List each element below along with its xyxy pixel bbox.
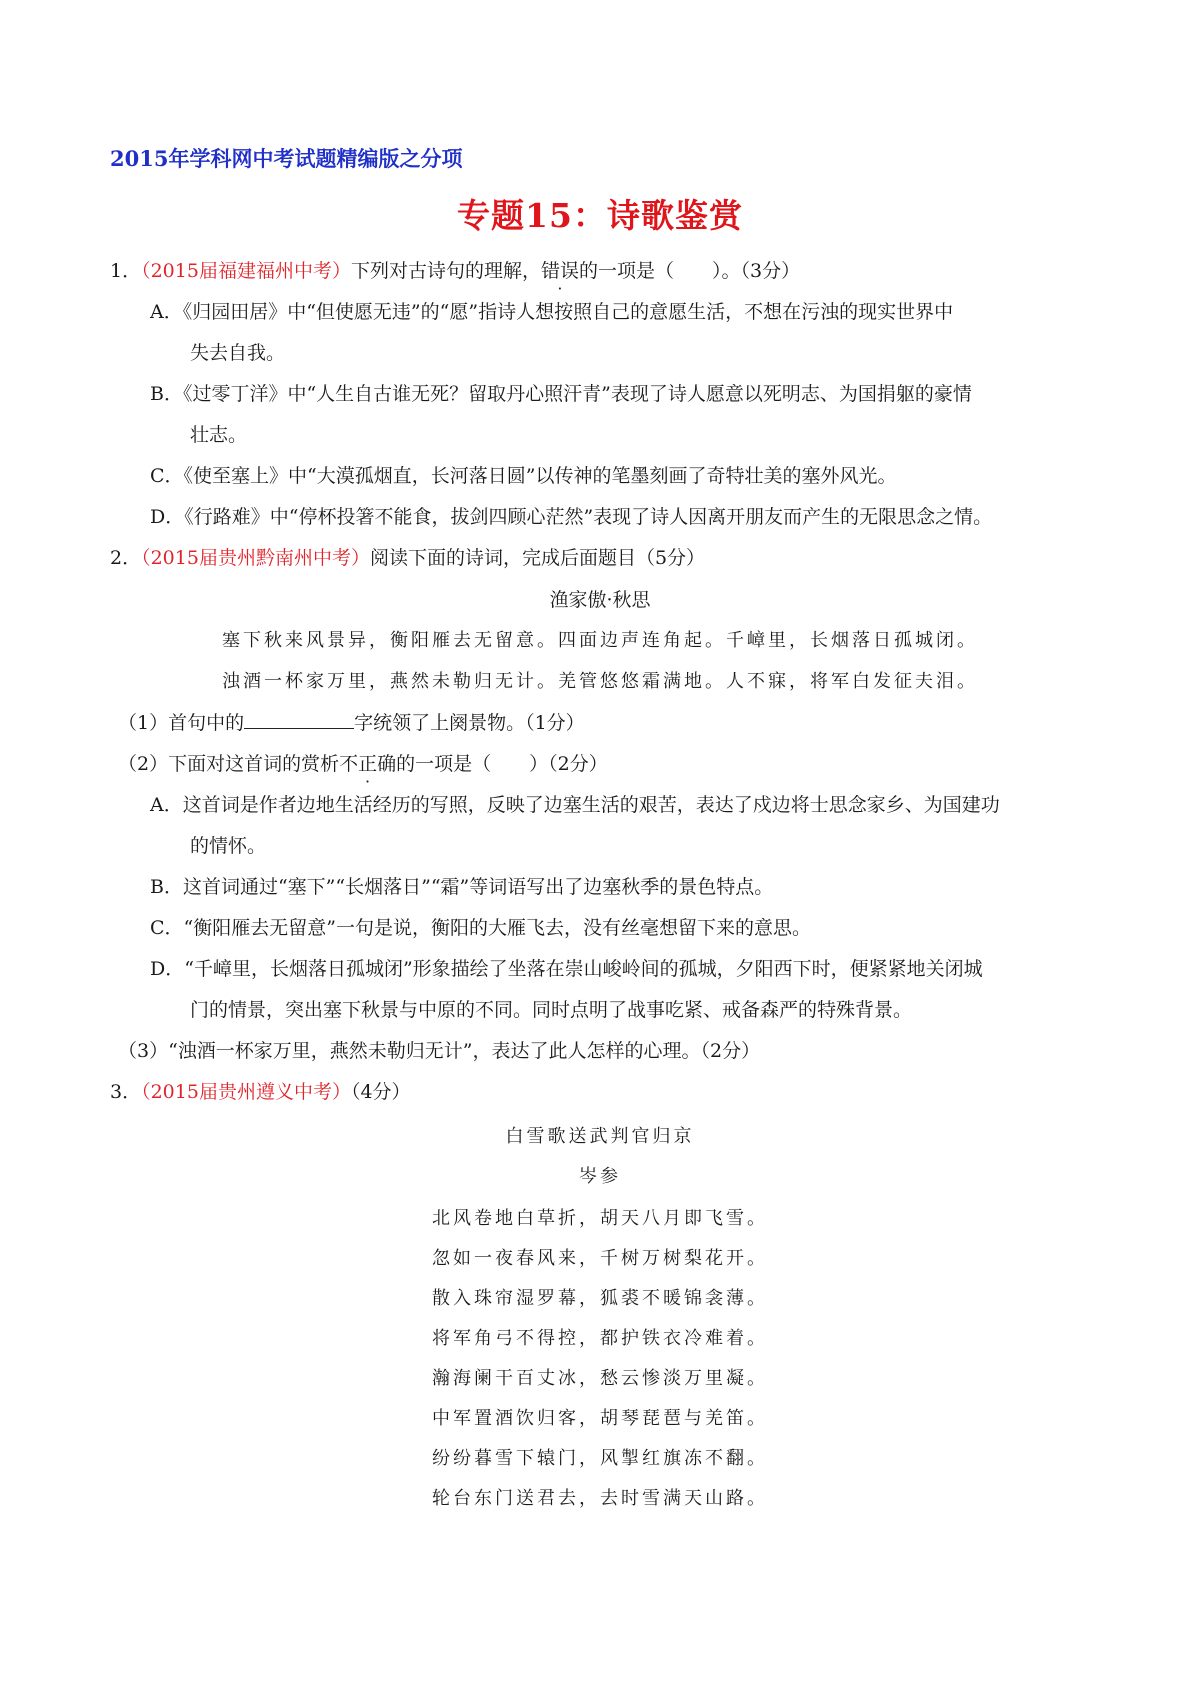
answer-blank[interactable] (244, 710, 354, 729)
q1-option-d: D．《行路难》中“停杯投箸不能食，拔剑四顾心茫然”表现了诗人因离开朋友而产生的无限思念之情。 (150, 506, 993, 528)
poem-line: 纷纷暮雪下辕门，风掣红旗冻不翻。 (432, 1448, 768, 1469)
q3-stem (110, 1079, 411, 1105)
q2-option-d-line1: D．“千嶂里，长烟落日孤城闭”形象描绘了坐落在崇山峻岭间的孤城，夕阳西下时，便紧紧地关闭城 (150, 958, 983, 980)
poem-line: 北风卷地白草折，胡天八月即飞雪。 (432, 1208, 768, 1229)
q1-option-c: C．《使至塞上》中“大漠孤烟直，长河落日圆”以传神的笔墨刻画了奇特壮美的塞外风光。 (150, 465, 897, 487)
q2-poem-title: 渔家傲·秋思 (549, 589, 651, 611)
q2-stem (110, 545, 705, 571)
q2-sub2-text-a: （2）下面对这首词的赏析 (118, 753, 340, 775)
q1-option-b-line2: 壮志。 (190, 424, 248, 446)
q1-stem-text-b: 的一项是（ ）。（3分） (578, 260, 801, 282)
q3-poem-author: 岑参 (579, 1166, 621, 1187)
q2-sub1-text-b: 字统领了上阕景物。（1分） (354, 712, 585, 734)
page-title: 专题15：诗歌鉴赏 (457, 196, 743, 235)
q2-sub2-text-b: 的一项是（ ）（2分） (396, 753, 608, 775)
q2-source: （2015届贵州黔南州中考） (141, 547, 370, 569)
q2-option-a-line2: 的情怀。 (190, 835, 267, 857)
q2-sub2 (118, 751, 608, 777)
q2-option-a-line1: A．这首词是作者边地生活经历的写照，反映了边塞生活的艰苦，表达了戍边将士思念家乡、为国建功 (150, 794, 1000, 816)
q2-option-d-line2: 门的情景，突出塞下秋景与中原的不同。同时点明了战事吃紧、戒备森严的特殊背景。 (190, 999, 913, 1021)
q2-option-b: B．这首词通过“塞下”“长烟落日”“霜”等词语写出了边塞秋季的景色特点。 (150, 876, 774, 898)
q2-poem-line2: 浊酒一杯家万里，燕然未勒归无计。羌管悠悠霜满地。人不寐，将军白发征夫泪。 (222, 671, 978, 692)
q1-number: 1． (110, 260, 142, 282)
q1-option-a-line2: 失去自我。 (190, 342, 286, 364)
poem-line: 忽如一夜春风来，千树万树梨花开。 (432, 1248, 768, 1269)
q3-number: 3． (110, 1081, 142, 1103)
q1-stem-text-a: 下列对古诗句的理解， (350, 260, 541, 282)
q2-sub1 (118, 710, 585, 736)
q1-dotted-word: 错误 (540, 260, 579, 282)
q3-poem-title: 白雪歌送武判官归京 (505, 1126, 695, 1147)
q1-option-a-line1: A．《归园田居》中“但使愿无违”的“愿”指诗人想按照自己的意愿生活，不想在污浊的现实世界中 (150, 301, 954, 323)
q3-score: （4分） (350, 1081, 411, 1103)
q2-dotted-word: 不正确 (339, 753, 397, 775)
series-header: 2015年学科网中考试题精编版之分项 (110, 146, 463, 171)
q1-source: （2015届福建福州中考） (141, 260, 351, 282)
poem-line: 轮台东门送君去，去时雪满天山路。 (432, 1488, 768, 1509)
poem-line: 将军角弓不得控，都护铁衣冷难着。 (432, 1328, 768, 1349)
poem-line: 散入珠帘湿罗幕，狐裘不暖锦衾薄。 (432, 1288, 768, 1309)
poem-line: 瀚海阑干百丈冰，愁云惨淡万里凝。 (432, 1368, 768, 1389)
q2-option-c: C．“衡阳雁去无留意”一句是说，衡阳的大雁飞去，没有丝毫想留下来的意思。 (150, 917, 811, 939)
poem-line: 中军置酒饮归客，胡琴琵琶与羌笛。 (432, 1408, 768, 1429)
q2-poem-line1: 塞下秋来风景异，衡阳雁去无留意。四面边声连角起。千嶂里，长烟落日孤城闭。 (222, 630, 978, 651)
q2-sub1-text-a: （1）首句中的 (118, 712, 245, 734)
q3-source: （2015届贵州遵义中考） (141, 1081, 351, 1103)
q2-number: 2． (110, 547, 142, 569)
q2-stem-text: 阅读下面的诗词，完成后面题目（5分） (369, 547, 706, 569)
q1-option-b-line1: B．《过零丁洋》中“人生自古谁无死？留取丹心照汗青”表现了诗人愿意以死明志、为国捐躯的豪情 (150, 383, 972, 405)
q2-sub3: （3）“浊酒一杯家万里，燕然未勒归无计”，表达了此人怎样的心理。（2分） (118, 1040, 761, 1062)
q1-stem (110, 258, 800, 284)
